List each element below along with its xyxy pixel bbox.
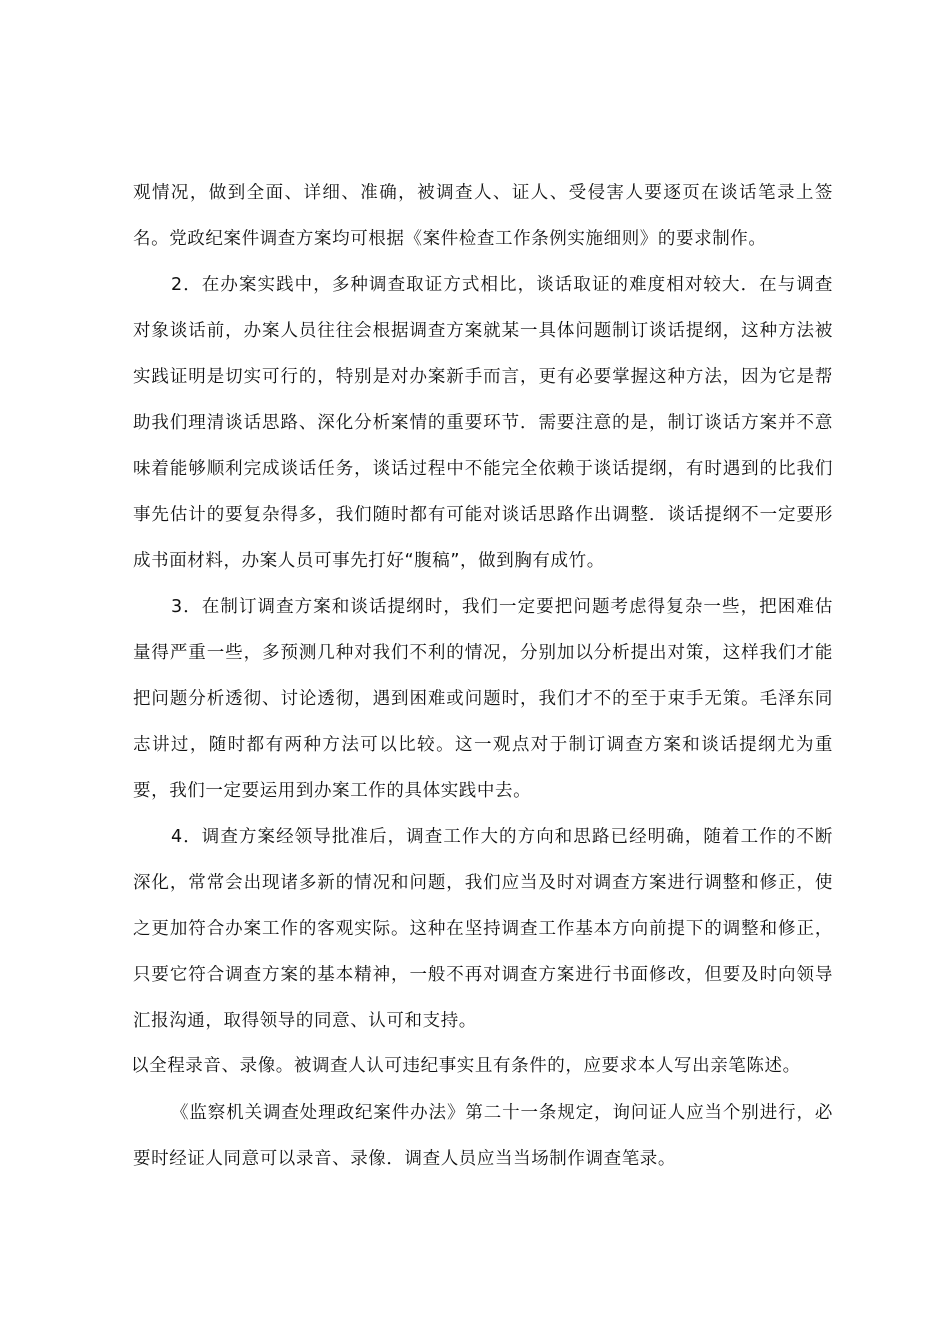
paragraph-item-3: 3．在制订调查方案和谈话提纲时，我们一定要把问题考虑得复杂一些，把困难估量得严重一些，多预测几种对我们不利的情况，分别加以分析提出对策，这样我们才能把问题分析透彻、讨论透彻，遇到困难或问题时，我们才不的至于束手无策。毛泽东同志讲过，随时都有两种方法可以比较。这一观点对于制订调查方案和谈话提纲尤为重要，我们一定要运用到办案工作的具体实践中去。 [133,597,833,801]
paragraph-regulation: 《监察机关调查处理政纪案件办法》第二十一条规定，询问证人应当个别进行，必要时经证人同意可以录音、录像．调查人员应当当场制作调查笔录。 [133,1103,833,1169]
paragraph-recording: 以全程录音、录像。被调查人认可违纪事实且有条件的，应要求本人写出亲笔陈述。 [131,1056,801,1076]
paragraph-item-4: 4．调查方案经领导批准后，调查工作大的方向和思路已经明确，随着工作的不断深化，常常会出现诸多新的情况和问题，我们应当及时对调查方案进行调整和修正，使之更加符合办案工作的客观实际。这种在坚持调查工作基本方向前提下的调整和修正，只要它符合调查方案的基本精神，一般不再对调查方案进行书面修改，但要及时向领导汇报沟通，取得领导的同意、认可和支持。 [133,827,833,1031]
paragraph-continuation: 观情况，做到全面、详细、准确，被调查人、证人、受侵害人要逐页在谈话笔录上签名。党政纪案件调查方案均可根据《案件检查工作条例实施细则》的要求制作。 [133,183,833,249]
paragraph-item-2: 2．在办案实践中，多种调查取证方式相比，谈话取证的难度相对较大．在与调查对象谈话前，办案人员往往会根据调查方案就某一具体问题制订谈话提纲，这种方法被实践证明是切实可行的，特别是对办案新手而言，更有必要掌握这种方法，因为它是帮助我们理清谈话思路、深化分析案情的重要环节．需要注意的是，制订谈话方案并不意味着能够顺利完成谈话任务，谈话过程中不能完全依赖于谈话提纲，有时遇到的比我们事先估计的要复杂得多，我们随时都有可能对谈话思路作出调整．谈话提纲不一定要形成书面材料，办案人员可事先打好“腹稿”，做到胸有成竹。 [133,275,833,571]
